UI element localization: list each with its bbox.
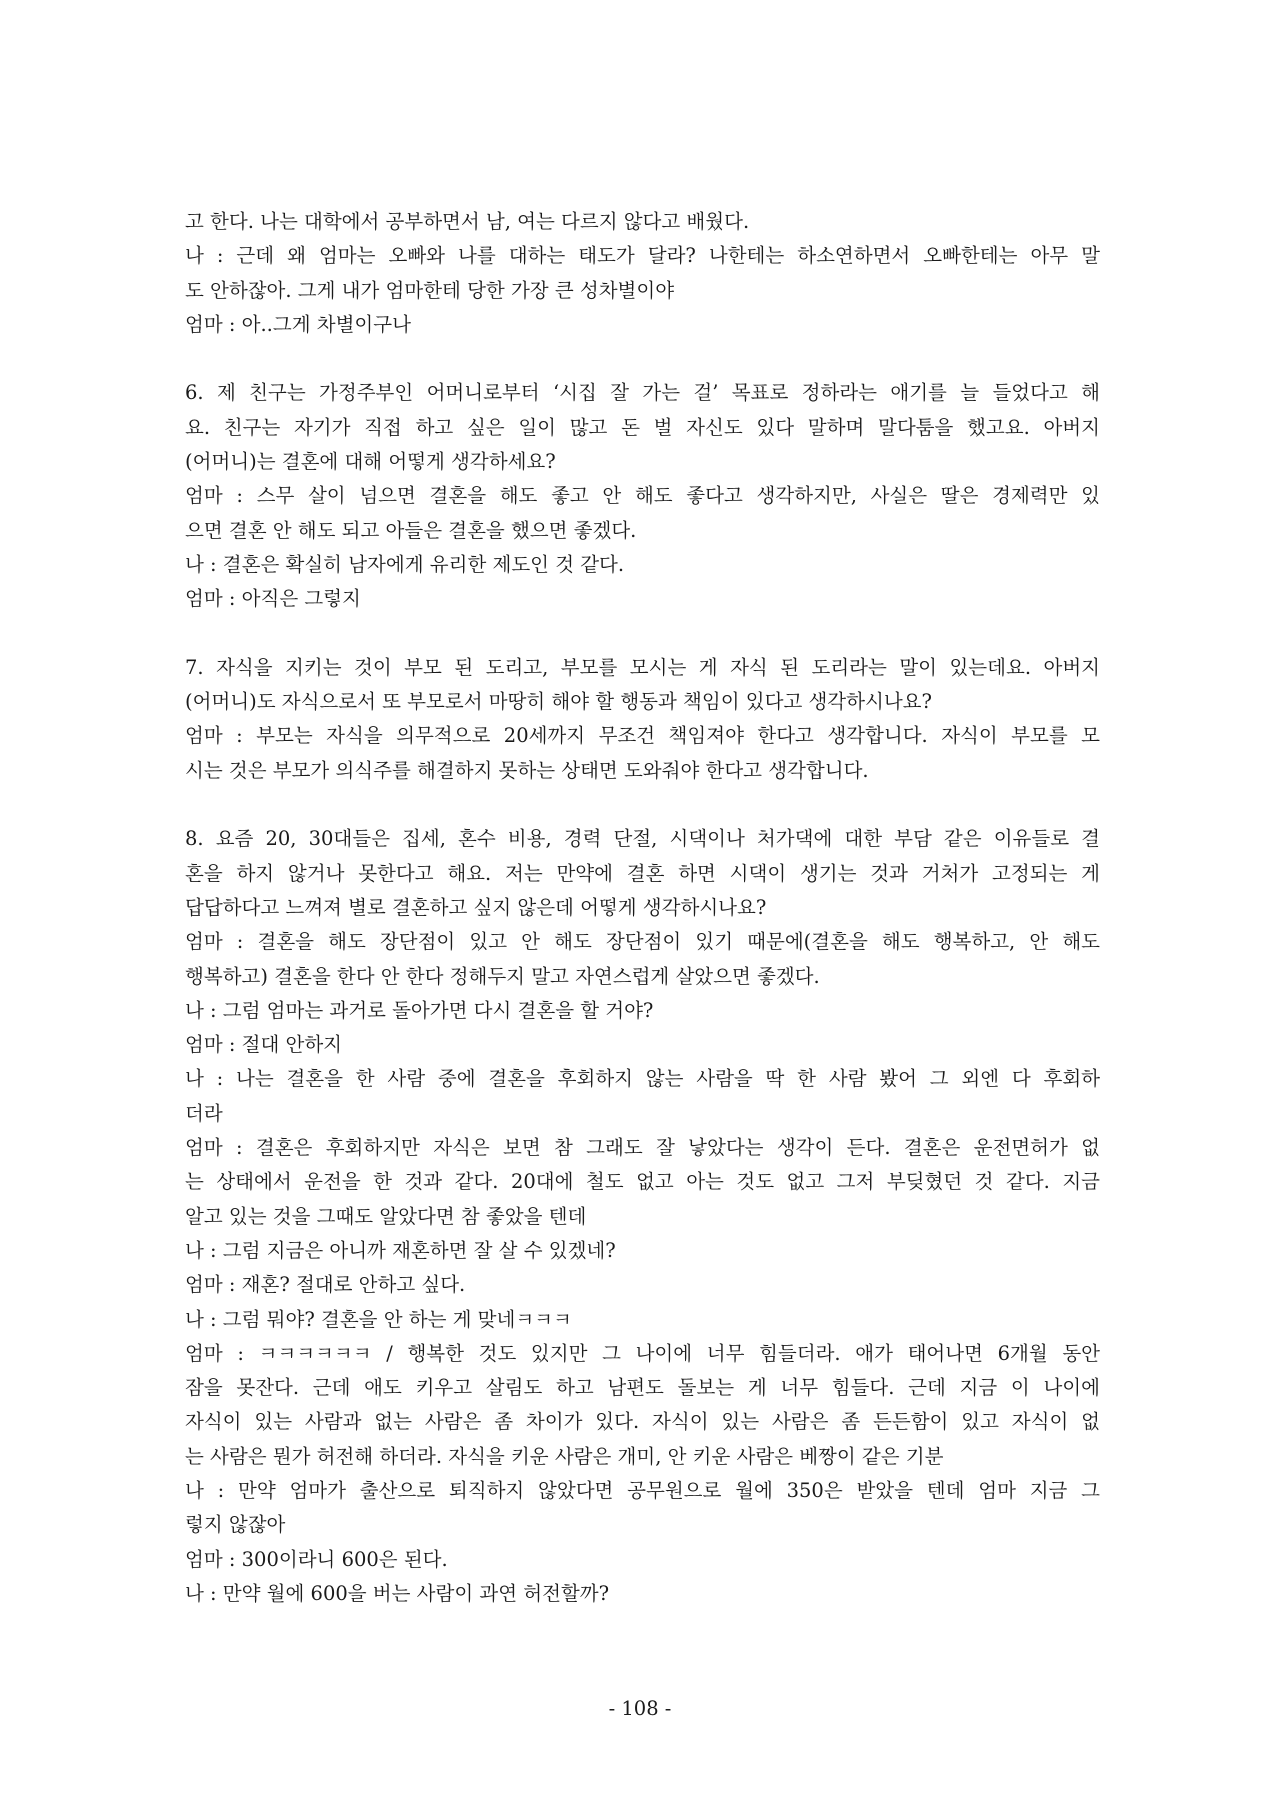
- text-line: 나 : 나는 결혼을 한 사람 중에 결혼을 후회하지 않는 사람을 딱 한 사람 봤어 그 외엔 다 후회하: [185, 1067, 1100, 1091]
- text-line: 나 : 그럼 엄마는 과거로 돌아가면 다시 결혼을 할 거야?: [185, 998, 654, 1022]
- text-line: 고 한다. 나는 대학에서 공부하면서 남, 여는 다르지 않다고 배웠다.: [185, 210, 750, 233]
- page-body: [185, 205, 1100, 1611]
- text-line: 엄마 : 결혼은 후회하지만 자식은 보면 참 그래도 잘 낳았다는 생각이 든다. 결혼은 운전면허가 없: [185, 1136, 1100, 1160]
- text-line: 는 사람은 뭔가 허전해 하더라. 자식을 키운 사람은 개미, 안 키운 사람은 베짱이 같은 기분: [185, 1444, 944, 1468]
- text-line: 엄마 : 300이라니 600은 된다.: [185, 1547, 448, 1571]
- text-line: 잠을 못잔다. 근데 애도 키우고 살림도 하고 남편도 돌보는 게 너무 힘들다. 근데 지금 이 나이에: [185, 1376, 1100, 1400]
- text-line: 8. 요즘 20, 30대들은 집세, 혼수 비용, 경력 단절, 시댁이나 처가댁에 대한 부담 같은 이유들로 결: [185, 827, 1100, 851]
- text-line: 으면 결혼 안 해도 되고 아들은 결혼을 했으면 좋겠다.: [185, 518, 637, 542]
- text-line: 알고 있는 것을 그때도 알았다면 참 좋았을 텐데: [185, 1204, 587, 1228]
- text-line: 혼을 하지 않거나 못한다고 해요. 저는 만약에 결혼 하면 시댁이 생기는 것과 거처가 고정되는 게: [185, 861, 1100, 885]
- page-number: - 108 -: [608, 1697, 672, 1720]
- text-line: 엄마 : 아..그게 차별이구나: [185, 312, 411, 336]
- text-line: 엄마 : 아직은 그렇지: [185, 587, 361, 611]
- text-line: 답답하다고 느껴져 별로 결혼하고 싶지 않은데 어떻게 생각하시나요?: [185, 895, 767, 919]
- text-line: 엄마 : 절대 안하지: [185, 1033, 343, 1057]
- text-line: 렇지 않잖아: [185, 1513, 286, 1537]
- text-line: (어머니)는 결혼에 대해 어떻게 생각하세요?: [185, 450, 556, 474]
- text-line: 요. 친구는 자기가 직접 하고 싶은 일이 많고 돈 벌 자신도 있다 말하며 말다툼을 했고요. 아버지: [185, 415, 1100, 439]
- text-line: 엄마 : 스무 살이 넘으면 결혼을 해도 좋고 안 해도 좋다고 생각하지만, 사실은 딸은 경제력만 있: [185, 484, 1100, 508]
- text-line: 7. 자식을 지키는 것이 부모 된 도리고, 부모를 모시는 게 자식 된 도리라는 말이 있는데요. 아버지: [185, 655, 1100, 679]
- text-line: 나 : 그럼 지금은 아니까 재혼하면 잘 살 수 있겠네?: [185, 1238, 616, 1262]
- text-line: 시는 것은 부모가 의식주를 해결하지 못하는 상태면 도와줘야 한다고 생각합니다.: [185, 758, 869, 782]
- text-line: 나 : 만약 엄마가 출산으로 퇴직하지 않았다면 공무원으로 월에 350은 받았을 텐데 엄마 지금 그: [185, 1478, 1100, 1502]
- text-line: 6. 제 친구는 가정주부인 어머니로부터 ‘시집 잘 가는 걸’ 목표로 정하라는 애기를 늘 들었다고 해: [185, 381, 1100, 405]
- text-line: 는 상태에서 운전을 한 것과 같다. 20대에 철도 없고 아는 것도 없고 그저 부딪혔던 것 같다. 지금: [185, 1170, 1100, 1194]
- text-line: 나 : 결혼은 확실히 남자에게 유리한 제도인 것 같다.: [185, 552, 625, 576]
- text-line: 자식이 있는 사람과 없는 사람은 좀 차이가 있다. 자식이 있는 사람은 좀 든든함이 있고 자식이 없: [185, 1410, 1100, 1434]
- paragraph-spacer: [185, 617, 1100, 651]
- text-line: 엄마 : 결혼을 해도 장단점이 있고 안 해도 장단점이 있기 때문에(결혼을 해도 행복하고, 안 해도: [185, 930, 1100, 954]
- text-line: 나 : 근데 왜 엄마는 오빠와 나를 대하는 태도가 달라? 나한테는 하소연하면서 오빠한테는 아무 말: [185, 244, 1100, 268]
- text-line: 엄마 : ㅋㅋㅋㅋㅋㅋ / 행복한 것도 있지만 그 나이에 너무 힘들더라. 애가 태어나면 6개월 동안: [185, 1341, 1100, 1365]
- paragraph-spacer: [185, 788, 1100, 822]
- text-line: 나 : 그럼 뭐야? 결혼을 안 하는 게 맞네ㅋㅋㅋ: [185, 1307, 572, 1331]
- text-line: 더라: [185, 1101, 223, 1125]
- text-line: 나 : 만약 월에 600을 버는 사람이 과연 허전할까?: [185, 1581, 610, 1605]
- text-line: 행복하고) 결혼을 한다 안 한다 정해두지 말고 자연스럽게 살았으면 좋겠다.: [185, 964, 820, 988]
- text-line: 도 안하잖아. 그게 내가 엄마한테 당한 가장 큰 성차별이야: [185, 278, 675, 302]
- paragraph-spacer: [185, 342, 1100, 376]
- text-line: 엄마 : 부모는 자식을 의무적으로 20세까지 무조건 책임져야 한다고 생각합니다. 자식이 부모를 모: [185, 724, 1100, 748]
- text-line: (어머니)도 자식으로서 또 부모로서 마땅히 해야 할 행동과 책임이 있다고 생각하시나요?: [185, 690, 932, 714]
- text-line: 엄마 : 재혼? 절대로 안하고 싶다.: [185, 1273, 466, 1297]
